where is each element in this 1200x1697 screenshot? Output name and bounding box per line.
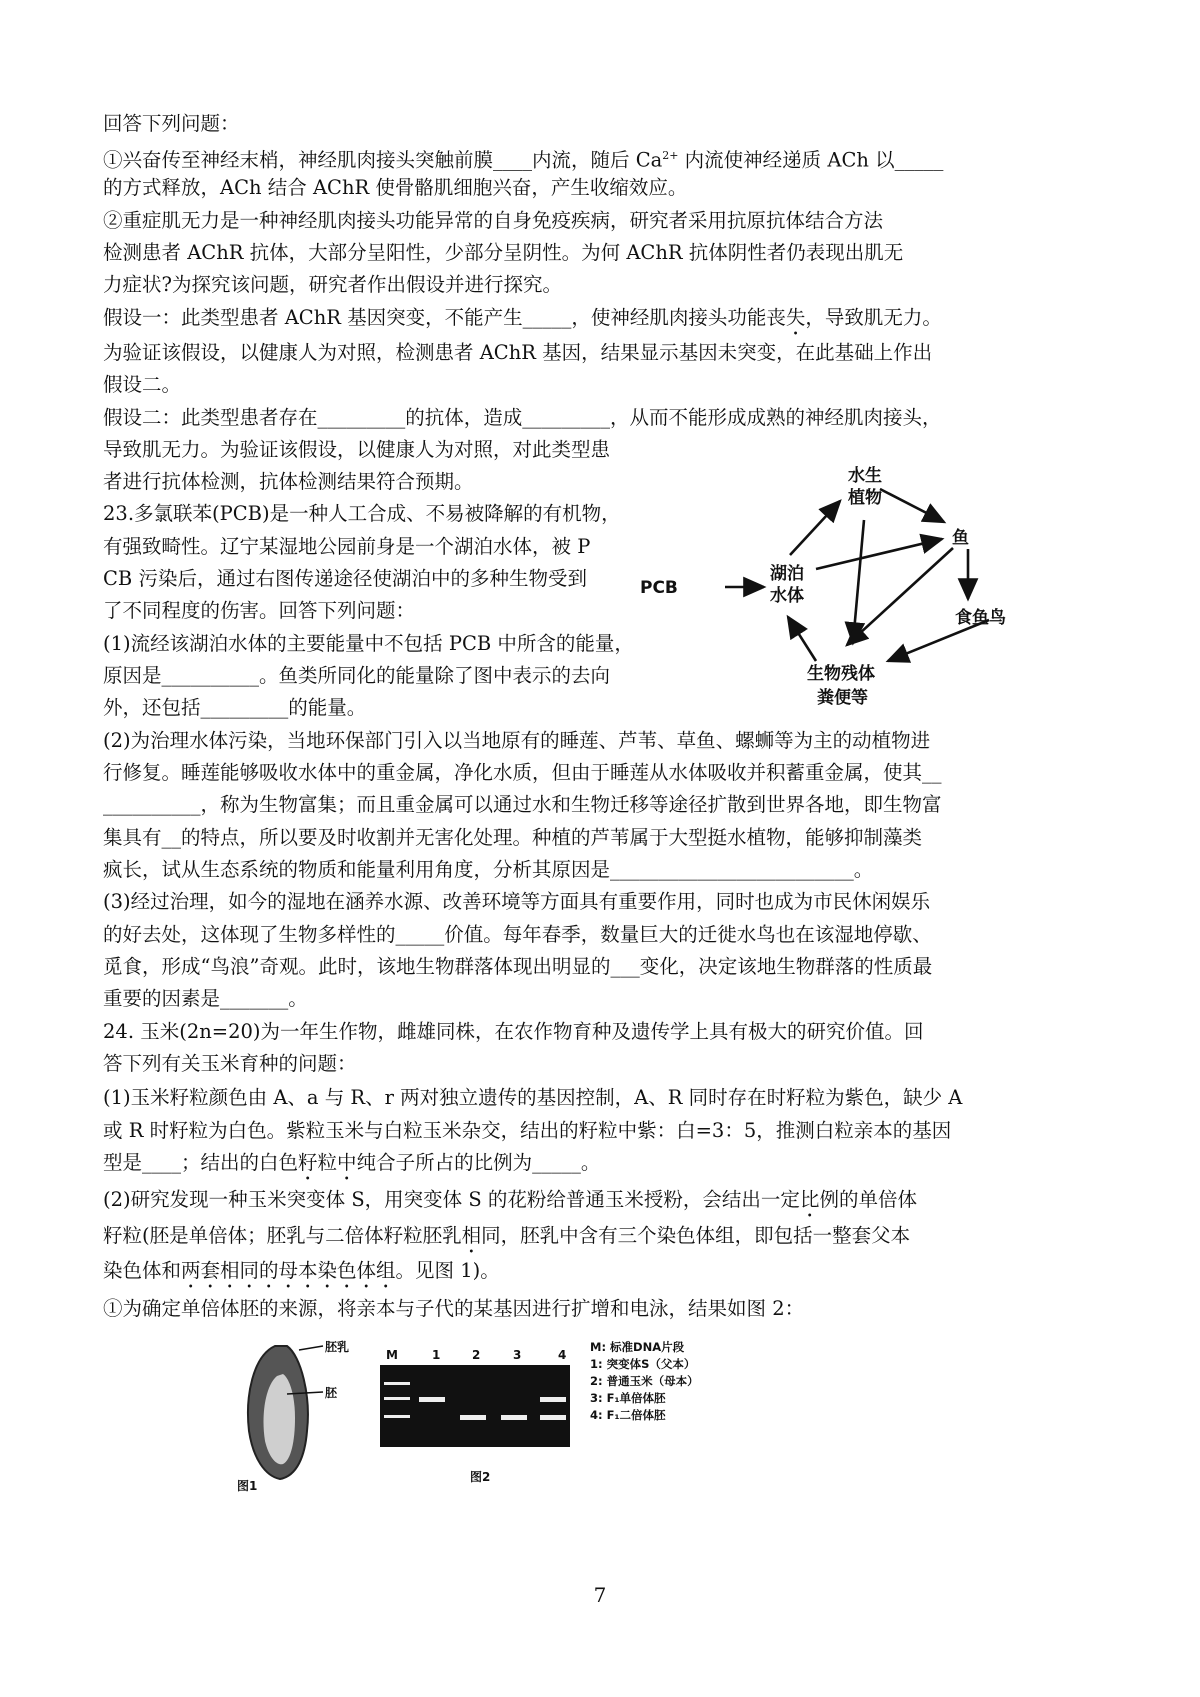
plant-label-1: 水生	[848, 466, 882, 486]
text-line: 检测患者 AChR 抗体，大部分呈阳性，少部分呈阴性。为何 AChR 抗体阴性者仍表现出肌无	[103, 241, 904, 264]
gel-lane-label: M	[386, 1348, 398, 1362]
text-line: 型是____；结出的白色籽粒中纯合子所占的比例为_____。	[103, 1151, 601, 1174]
text-line: ②重症肌无力是一种神经肌肉接头功能异常的自身免疫疾病，研究者采用抗原抗体结合方法	[103, 209, 884, 232]
pcb-label: PCB	[640, 578, 678, 598]
text-line: (1)流经该湖泊水体的主要能量中不包括 PCB 中所含的能量，	[103, 632, 634, 655]
fish-label: 鱼	[952, 528, 969, 548]
text-line: __________，称为生物富集；而且重金属可以通过水和生物迁移等途径扩散到世界各地，即生物富	[103, 793, 942, 816]
text-line: (3)经过治理，如今的湿地在涵养水源、改善环境等方面具有重要作用，同时也成为市民休闲娱乐	[103, 890, 931, 913]
text-line: 原因是__________。鱼类所同化的能量除了图中表示的去向	[103, 664, 611, 687]
lake-label-2: 水体	[770, 586, 804, 606]
text-line: ①兴奋传至神经末梢，神经肌肉接头突触前膜____内流，随后 $Ca^{2+}$ 内流使神经递质 ACh 以_____	[103, 148, 944, 172]
gel-legend-item: 3: F₁单倍体胚	[590, 1391, 666, 1405]
gel-legend	[590, 1339, 699, 1424]
text-line: 导致肌无力。为验证该假设，以健康人为对照，对此类型患	[103, 438, 611, 461]
text-line: 假设一：此类型患者 AChR 基因突变，不能产生_____，使神经肌肉接头功能丧失，导致肌无力。	[103, 306, 942, 329]
fig1-caption: 图1	[237, 1479, 258, 1493]
text-line: ①为确定单倍体胚的来源，将亲本与子代的某基因进行扩增和电泳，结果如图 2：	[103, 1297, 805, 1320]
fig1-embryo-label: 胚	[325, 1386, 338, 1400]
text-line: 外，还包括_________的能量。	[103, 696, 367, 719]
gel-lane-label: 1	[432, 1348, 441, 1362]
text-line: 觅食，形成“鸟浪”奇观。此时，该地生物群落体现出明显的___变化，决定该地生物群落的性质最	[103, 955, 933, 978]
maize-kernel-figure	[235, 1336, 365, 1494]
text-line: 力症状?为探究该问题，研究者作出假设并进行探究。	[103, 273, 562, 296]
fig2-caption: 图2	[470, 1470, 491, 1484]
text-line: CB 污染后，通过右图传递途径使湖泊中的多种生物受到	[103, 567, 587, 590]
text-line: 假设二。	[103, 373, 182, 396]
gel-legend-item: 4: F₁二倍体胚	[590, 1408, 666, 1422]
text-line: 为验证该假设，以健康人为对照，检测患者 AChR 基因，结果显示基因未突变，在此基础上作出	[103, 341, 933, 364]
food-web-diagram	[640, 465, 1100, 730]
text-line: 行修复。睡莲能够吸收水体中的重金属，净化水质，但由于睡莲从水体吸收并积蓄重金属，使其__	[103, 761, 942, 784]
detritus-label-1: 生物残体	[807, 664, 875, 684]
gel-lane-label: 2	[472, 1348, 481, 1362]
text-line: 答下列有关玉米育种的问题：	[103, 1052, 357, 1075]
text-line: 假设二：此类型患者存在_________的抗体，造成_________，从而不能形成成熟的神经肌肉接头，	[103, 406, 942, 429]
gel-legend-item: M: 标准DNA片段	[590, 1340, 685, 1354]
gel-lane-label: 4	[558, 1348, 567, 1362]
page-number: 7	[593, 1583, 607, 1607]
plant-label-2: 植物	[848, 488, 882, 508]
text-line: 染色体和两套相同的母本染色体组。见图 1)。	[103, 1259, 500, 1282]
bird-label: 食鱼鸟	[955, 608, 1006, 628]
text-line: 的好去处，这体现了生物多样性的_____价值。每年春季，数量巨大的迁徙水鸟也在该湿地停歇、	[103, 923, 932, 946]
gel-electrophoresis-figure	[380, 1343, 570, 1493]
text-line: 或 R 时籽粒为白色。紫粒玉米与白粒玉米杂交，结出的籽粒中紫：白=3：5，推测白粒亲本的基因	[103, 1119, 952, 1142]
text-line: 集具有__的特点，所以要及时收割并无害化处理。种植的芦苇属于大型挺水植物，能够抑制藻类	[103, 826, 923, 849]
text-line: 籽粒(胚是单倍体；胚乳与二倍体籽粒胚乳相同，胚乳中含有三个染色体组，即包括一整套父本	[103, 1224, 911, 1247]
text-line: 重要的因素是_______。	[103, 987, 308, 1010]
lake-label-1: 湖泊	[770, 564, 804, 584]
text-line: (1)玉米籽粒颜色由 A、a 与 R、r 两对独立遗传的基因控制，A、R 同时存在时籽粒为紫色，缺少 A	[103, 1086, 963, 1109]
text-line: (2)研究发现一种玉米突变体 S，用突变体 S 的花粉给普通玉米授粉，会结出一定比例的单倍体	[103, 1188, 917, 1211]
fig1-endosperm-label: 胚乳	[325, 1340, 350, 1354]
text-line: 了不同程度的伤害。回答下列问题：	[103, 599, 416, 622]
text-line: 的方式释放，ACh 结合 AChR 使骨骼肌细胞兴奋，产生收缩效应。	[103, 176, 688, 199]
text-line: 疯长，试从生态系统的物质和能量利用角度，分析其原因是_________________________。	[103, 858, 874, 881]
gel-legend-item: 2: 普通玉米（母本）	[590, 1374, 699, 1388]
gel-legend-item: 1: 突变体S（父本）	[590, 1357, 696, 1371]
text-line: 24. 玉米(2n=20)为一年生作物，雌雄同株，在农作物育种及遗传学上具有极大的研究价值。回	[103, 1020, 924, 1043]
text-line: 23.多氯联苯(PCB)是一种人工合成、不易被降解的有机物，	[103, 502, 621, 525]
text-line: (2)为治理水体污染，当地环保部门引入以当地原有的睡莲、芦苇、草鱼、螺蛳等为主的动植物进	[103, 729, 931, 752]
gel-lane-label: 3	[513, 1348, 522, 1362]
detritus-label-2: 粪便等	[817, 688, 868, 708]
text-line: 者进行抗体检测，抗体检测结果符合预期。	[103, 470, 474, 493]
text-line: 回答下列问题：	[103, 112, 240, 135]
text-line: 有强致畸性。辽宁某湿地公园前身是一个湖泊水体，被 P	[103, 535, 591, 558]
